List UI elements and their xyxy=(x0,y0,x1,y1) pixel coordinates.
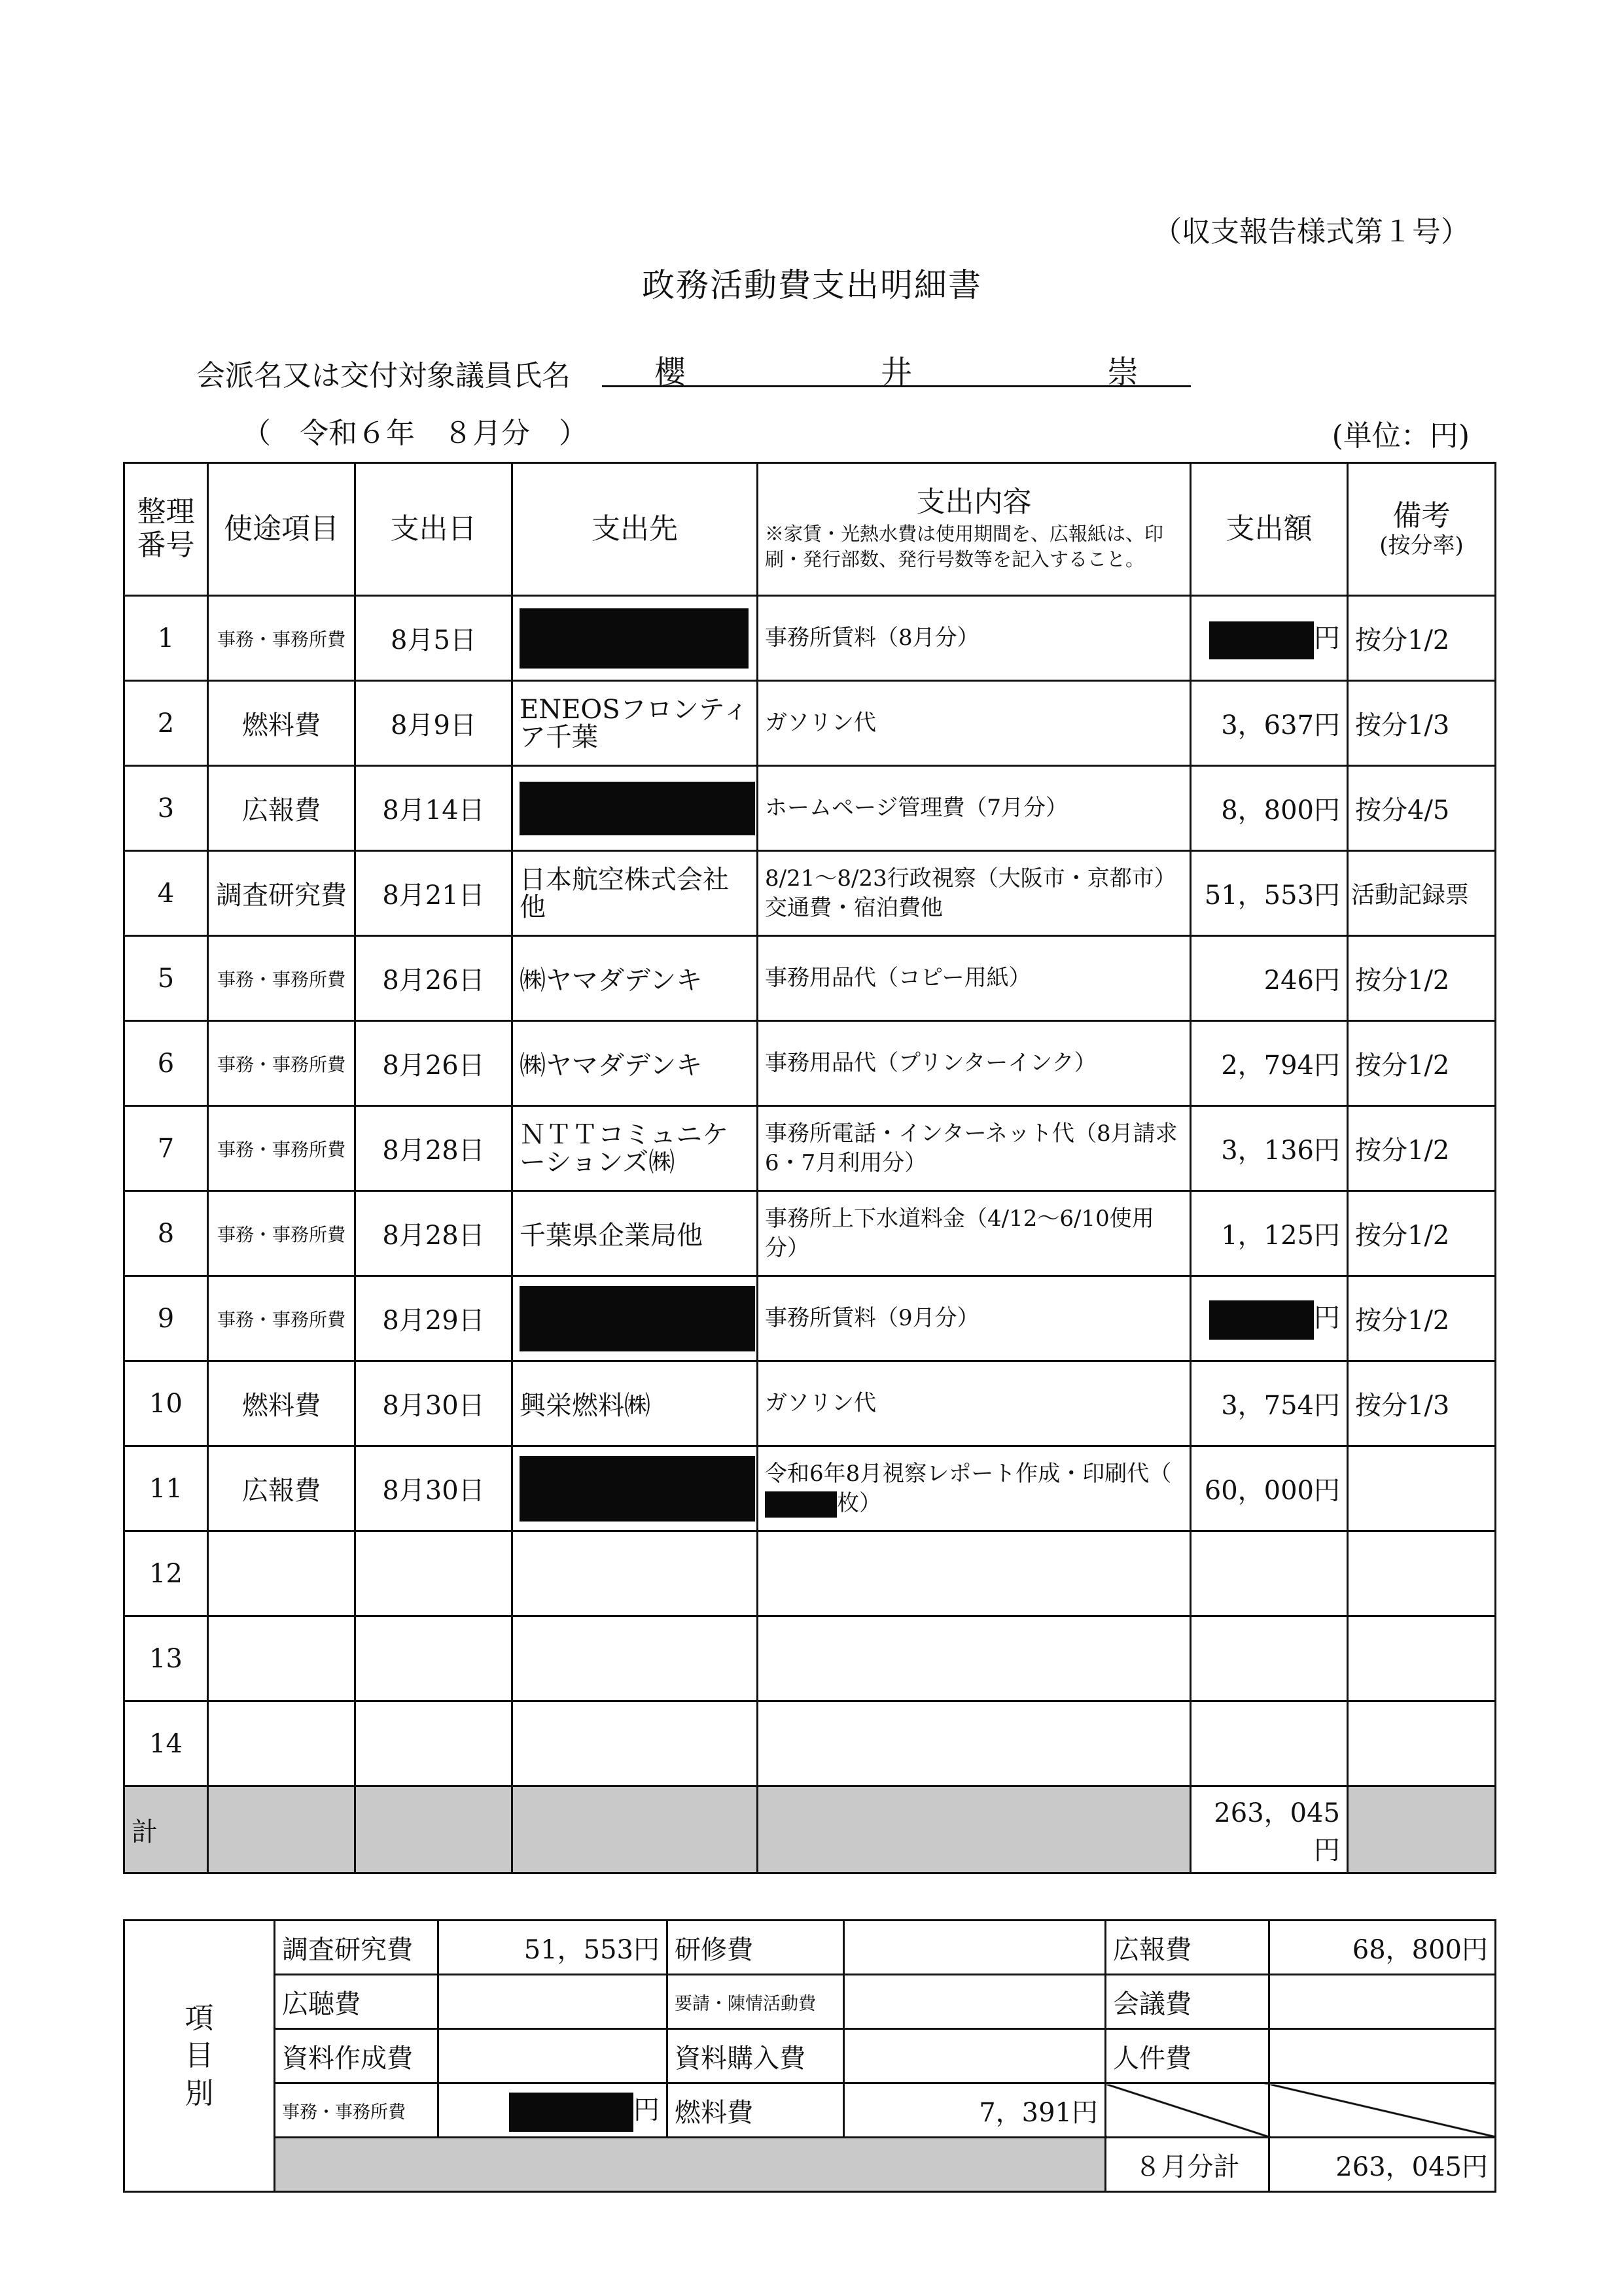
row-no: 10 xyxy=(124,1361,208,1446)
row-no: 9 xyxy=(124,1276,208,1361)
row-payee: 日本航空株式会社他 xyxy=(512,851,758,936)
row-date: 8月30日 xyxy=(355,1361,512,1446)
row-amount xyxy=(1191,596,1348,681)
side-label-text: 項目別 xyxy=(185,2002,214,2110)
row-payee: 千葉県企業局他 xyxy=(512,1191,758,1276)
table-row xyxy=(124,1616,1496,1701)
amount-unit: 円 xyxy=(1314,623,1340,653)
row-use: 広報費 xyxy=(208,766,355,851)
category-side-label xyxy=(124,1921,275,2192)
row-amount xyxy=(1191,1701,1348,1786)
row-payee: ENEOSフロンティア千葉 xyxy=(512,681,758,766)
name-char: 崇 xyxy=(1106,354,1139,391)
row-payee xyxy=(512,1531,758,1616)
row-content: 事務所電話・インターネット代（8月請求6・7月利用分） xyxy=(758,1106,1191,1191)
label-jimu: 事務・事務所費 xyxy=(275,2083,438,2138)
col-payee: 支出先 xyxy=(512,463,758,596)
row-payee xyxy=(512,766,758,851)
row-remarks: 按分1/3 xyxy=(1348,681,1496,766)
form-number: （収支報告様式第１号） xyxy=(1153,215,1470,249)
value-yosei xyxy=(844,1975,1106,2029)
row-use: 広報費 xyxy=(208,1446,355,1531)
report-period: （ 令和６年 ８月分 ） xyxy=(242,417,588,450)
label-yosei: 要請・陳情活動費 xyxy=(667,1975,844,2029)
row-remarks: 活動記録票 xyxy=(1348,851,1496,936)
month-total-value: 263，045円 xyxy=(1269,2138,1496,2192)
row-amount: 3，637円 xyxy=(1191,681,1348,766)
row-date: 8月21日 xyxy=(355,851,512,936)
row-use: 事務・事務所費 xyxy=(208,936,355,1021)
row-no: 13 xyxy=(124,1616,208,1701)
row-remarks: 按分1/2 xyxy=(1348,936,1496,1021)
col-use: 使途項目 xyxy=(208,463,355,596)
label-jinken: 人件費 xyxy=(1106,2029,1269,2083)
row-payee: ㈱ヤマダデンキ xyxy=(512,936,758,1021)
row-content: 事務用品代（コピー用紙） xyxy=(758,936,1191,1021)
row-amount: 51，553円 xyxy=(1191,851,1348,936)
row-date: 8月28日 xyxy=(355,1106,512,1191)
unit-label: (単位：円) xyxy=(1332,419,1470,453)
row-amount xyxy=(1191,1616,1348,1701)
row-remarks: 按分1/2 xyxy=(1348,1276,1496,1361)
col-remarks-sub: (按分率) xyxy=(1379,532,1464,559)
label-koho: 広報費 xyxy=(1106,1921,1269,1975)
row-no: 5 xyxy=(124,936,208,1021)
row-content: 事務所賃料（8月分） xyxy=(758,596,1191,681)
label-shiryo-konyu: 資料購入費 xyxy=(667,2029,844,2083)
row-content: 8/21～8/23行政視察（大阪市・京都市）交通費・宿泊費他 xyxy=(758,851,1191,936)
value-shiryo-sakusei xyxy=(438,2029,667,2083)
total-blank xyxy=(355,1786,512,1873)
row-payee: 興栄燃料㈱ xyxy=(512,1361,758,1446)
value-koho: 68，800円 xyxy=(1269,1921,1496,1975)
total-blank xyxy=(758,1786,1191,1873)
value-shiryo-konyu xyxy=(844,2029,1106,2083)
total-blank xyxy=(208,1786,355,1873)
row-amount: 3，136円 xyxy=(1191,1106,1348,1191)
redaction-block xyxy=(520,608,749,669)
row-remarks: 按分1/2 xyxy=(1348,1021,1496,1106)
row-content xyxy=(758,1531,1191,1616)
table-row xyxy=(124,1276,1496,1361)
member-name xyxy=(602,347,1191,391)
row-content: ガソリン代 xyxy=(758,1361,1191,1446)
row-remarks: 按分1/2 xyxy=(1348,1106,1496,1191)
table-row xyxy=(124,1531,1496,1616)
label-chosa: 調査研究費 xyxy=(275,1921,438,1975)
row-payee: ㈱ヤマダデンキ xyxy=(512,1021,758,1106)
total-amount: 263，045円 xyxy=(1191,1786,1348,1873)
row-content: 事務所賃料（9月分） xyxy=(758,1276,1191,1361)
value-kaigi xyxy=(1269,1975,1496,2029)
row-use: 事務・事務所費 xyxy=(208,596,355,681)
amount-unit: 円 xyxy=(633,2095,660,2125)
value-kenshu xyxy=(844,1921,1106,1975)
row-date: 8月30日 xyxy=(355,1446,512,1531)
summary-row xyxy=(124,1921,1496,1975)
redaction-block xyxy=(765,1491,837,1518)
total-blank xyxy=(1348,1786,1496,1873)
row-no: 12 xyxy=(124,1531,208,1616)
row-amount: 8，800円 xyxy=(1191,766,1348,851)
row-date: 8月26日 xyxy=(355,1021,512,1106)
row-payee xyxy=(512,1446,758,1531)
col-remarks-label: 備考 xyxy=(1392,499,1451,533)
row-remarks: 按分1/2 xyxy=(1348,1191,1496,1276)
label-kenshu: 研修費 xyxy=(667,1921,844,1975)
col-content xyxy=(758,463,1191,596)
row-date: 8月28日 xyxy=(355,1191,512,1276)
diagonal-cell xyxy=(1269,2083,1496,2138)
row-no: 8 xyxy=(124,1191,208,1276)
row-no: 11 xyxy=(124,1446,208,1531)
col-amount: 支出額 xyxy=(1191,463,1348,596)
row-content: ホームページ管理費（7月分） xyxy=(758,766,1191,851)
row-no: 3 xyxy=(124,766,208,851)
category-summary-table xyxy=(123,1919,1496,2193)
row-payee xyxy=(512,596,758,681)
row-amount xyxy=(1191,1531,1348,1616)
name-label: 会派名又は交付対象議員氏名 xyxy=(196,359,571,392)
row-payee xyxy=(512,1701,758,1786)
value-nenryo: 7，391円 xyxy=(844,2083,1106,2138)
row-use: 燃料費 xyxy=(208,1361,355,1446)
table-row xyxy=(124,1191,1496,1276)
row-no: 7 xyxy=(124,1106,208,1191)
label-nenryo: 燃料費 xyxy=(667,2083,844,2138)
row-no: 6 xyxy=(124,1021,208,1106)
label-shiryo-sakusei: 資料作成費 xyxy=(275,2029,438,2083)
col-content-label: 支出内容 xyxy=(916,485,1032,519)
row-use: 事務・事務所費 xyxy=(208,1276,355,1361)
row-date xyxy=(355,1531,512,1616)
row-amount: 246円 xyxy=(1191,936,1348,1021)
content-text: 令和6年8月視察レポート作成・印刷代（ xyxy=(765,1461,1172,1487)
row-amount: 2，794円 xyxy=(1191,1021,1348,1106)
value-jimu xyxy=(438,2083,667,2138)
redaction-block xyxy=(520,782,755,835)
row-amount xyxy=(1191,1276,1348,1361)
total-label: 計 xyxy=(124,1786,208,1873)
total-blank xyxy=(512,1786,758,1873)
summary-total-row xyxy=(124,2138,1496,2192)
table-header-row xyxy=(124,463,1496,596)
label-kocho: 広聴費 xyxy=(275,1975,438,2029)
row-no: 1 xyxy=(124,596,208,681)
name-char: 井 xyxy=(880,354,912,391)
redaction-block xyxy=(509,2093,633,2132)
row-no: 14 xyxy=(124,1701,208,1786)
table-row xyxy=(124,596,1496,681)
row-content: 事務所上下水道料金（4/12～6/10使用分） xyxy=(758,1191,1191,1276)
summary-row xyxy=(124,1975,1496,2029)
page-title: 政務活動費支出明細書 xyxy=(642,266,982,304)
row-amount: 60，000円 xyxy=(1191,1446,1348,1531)
row-amount: 1，125円 xyxy=(1191,1191,1348,1276)
redaction-block xyxy=(1209,1300,1314,1340)
redaction-block xyxy=(1209,621,1314,659)
amount-unit: 円 xyxy=(1314,1303,1340,1333)
value-chosa: 51，553円 xyxy=(438,1921,667,1975)
redaction-block xyxy=(520,1286,755,1351)
row-payee: ＮＴＴコミュニケーションズ㈱ xyxy=(512,1106,758,1191)
row-amount: 3，754円 xyxy=(1191,1361,1348,1446)
summary-gray-area xyxy=(275,2138,1106,2192)
row-date: 8月29日 xyxy=(355,1276,512,1361)
total-row xyxy=(124,1786,1496,1873)
col-remarks xyxy=(1348,463,1496,596)
row-date: 8月14日 xyxy=(355,766,512,851)
row-remarks xyxy=(1348,1701,1496,1786)
row-date: 8月9日 xyxy=(355,681,512,766)
label-kaigi: 会議費 xyxy=(1106,1975,1269,2029)
name-char: 櫻 xyxy=(654,354,686,391)
table-row xyxy=(124,936,1496,1021)
row-content xyxy=(758,1701,1191,1786)
row-use: 調査研究費 xyxy=(208,851,355,936)
content-text: 枚） xyxy=(837,1489,881,1516)
row-use: 事務・事務所費 xyxy=(208,1191,355,1276)
table-row xyxy=(124,1701,1496,1786)
row-remarks xyxy=(1348,1446,1496,1531)
row-remarks xyxy=(1348,1531,1496,1616)
row-date: 8月5日 xyxy=(355,596,512,681)
table-row xyxy=(124,766,1496,851)
row-date: 8月26日 xyxy=(355,936,512,1021)
row-payee xyxy=(512,1616,758,1701)
table-row xyxy=(124,851,1496,936)
summary-row xyxy=(124,2083,1496,2138)
row-use: 事務・事務所費 xyxy=(208,1106,355,1191)
row-content: ガソリン代 xyxy=(758,681,1191,766)
row-use xyxy=(208,1616,355,1701)
row-content xyxy=(758,1446,1191,1531)
table-row xyxy=(124,1446,1496,1531)
row-remarks: 按分1/3 xyxy=(1348,1361,1496,1446)
row-payee xyxy=(512,1276,758,1361)
month-total-label: ８月分計 xyxy=(1106,2138,1269,2192)
col-no: 整理番号 xyxy=(124,463,208,596)
row-use xyxy=(208,1531,355,1616)
value-jinken xyxy=(1269,2029,1496,2083)
row-use: 事務・事務所費 xyxy=(208,1021,355,1106)
summary-row xyxy=(124,2029,1496,2083)
diagonal-cell xyxy=(1106,2083,1269,2138)
row-date xyxy=(355,1701,512,1786)
value-kocho xyxy=(438,1975,667,2029)
row-no: 4 xyxy=(124,851,208,936)
expense-table xyxy=(123,462,1496,1874)
redaction-block xyxy=(520,1456,755,1522)
row-content xyxy=(758,1616,1191,1701)
table-row xyxy=(124,1021,1496,1106)
row-remarks: 按分1/2 xyxy=(1348,596,1496,681)
row-no: 2 xyxy=(124,681,208,766)
row-content: 事務用品代（プリンターインク） xyxy=(758,1021,1191,1106)
row-remarks xyxy=(1348,1616,1496,1701)
row-use xyxy=(208,1701,355,1786)
row-remarks: 按分4/5 xyxy=(1348,766,1496,851)
table-row xyxy=(124,681,1496,766)
table-row xyxy=(124,1361,1496,1446)
col-date: 支出日 xyxy=(355,463,512,596)
row-use: 燃料費 xyxy=(208,681,355,766)
row-date xyxy=(355,1616,512,1701)
col-content-note: ※家賃・光熱水費は使用期間を、広報紙は、印刷・発行部数、発行号数等を記入すること。 xyxy=(765,523,1164,571)
table-row xyxy=(124,1106,1496,1191)
